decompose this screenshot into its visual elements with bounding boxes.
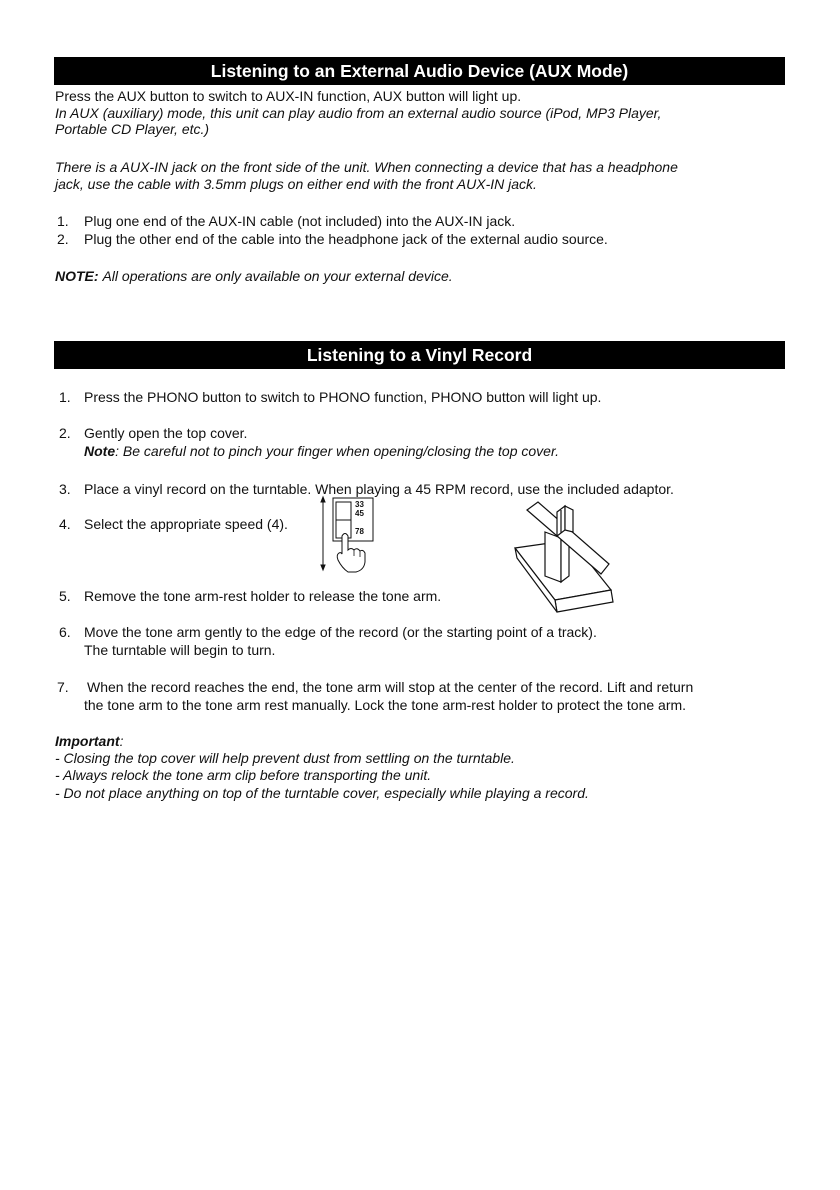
vinyl-step-3-number: 3. [59,481,71,497]
aux-step-1-number: 1. [57,213,69,229]
vinyl-step-1-text: Press the PHONO button to switch to PHONO function, PHONO button will light up. [84,389,602,405]
vinyl-step-2-note-label: Note [84,443,116,459]
speed-label-78: 78 [355,527,364,536]
important-colon: : [119,733,124,749]
aux-mode-note-line-1: In AUX (auxiliary) mode, this unit can play audio from an external audio source (iPod, MP3 Player, [55,105,662,121]
vinyl-step-5-number: 5. [59,588,71,604]
aux-mode-note-line-2: Portable CD Player, etc.) [55,121,210,137]
aux-intro: Press the AUX button to switch to AUX-IN function, AUX button will light up. [55,88,522,104]
vinyl-step-7-text-line-1: When the record reaches the end, the tone arm will stop at the center of the record. Lift and return [87,679,694,695]
speed-switch-diagram [318,494,380,574]
vinyl-step-6-text-line-1: Move the tone arm gently to the edge of the record (or the starting point of a track). [84,624,597,640]
vinyl-step-1-number: 1. [59,389,71,405]
vinyl-section-title: Listening to a Vinyl Record [54,341,785,369]
vinyl-step-2-number: 2. [59,425,71,441]
important-item-2: - Always relock the tone arm clip before transporting the unit. [55,767,432,783]
important-item-3: - Do not place anything on top of the turntable cover, especially while playing a record. [55,785,589,801]
vinyl-step-7-number: 7. [57,679,69,695]
aux-jack-note-line-1: There is a AUX-IN jack on the front side of the unit. When connecting a device that has a headphone [55,159,678,175]
vinyl-step-6-text-line-2: The turntable will begin to turn. [84,642,276,658]
speed-range-arrow [321,497,325,570]
vinyl-step-2-note [84,443,559,460]
vinyl-step-2-note-text: : Be careful not to pinch your finger when opening/closing the top cover. [115,443,559,459]
aux-note-label: NOTE: [55,268,99,284]
speed-label-33: 33 [355,500,364,509]
vinyl-step-4-number: 4. [59,516,71,532]
important-heading [55,733,123,750]
vinyl-step-5-text: Remove the tone arm-rest holder to release the tone arm. [84,588,442,604]
tone-arm-diagram [505,496,617,616]
important-label: Important [55,733,120,749]
speed-label-45: 45 [355,509,364,518]
aux-section-title: Listening to an External Audio Device (AUX Mode) [54,57,785,85]
aux-jack-note-line-2: jack, use the cable with 3.5mm plugs on either end with the front AUX-IN jack. [55,176,537,192]
aux-note-text: All operations are only available on your external device. [102,268,453,284]
aux-step-2-text: Plug the other end of the cable into the headphone jack of the external audio source. [84,231,608,247]
vinyl-step-2-text: Gently open the top cover. [84,425,248,441]
aux-step-2-number: 2. [57,231,69,247]
important-item-1: - Closing the top cover will help prevent dust from settling on the turntable. [55,750,515,766]
aux-step-1-text: Plug one end of the AUX-IN cable (not included) into the AUX-IN jack. [84,213,516,229]
vinyl-step-4-text: Select the appropriate speed (4). [84,516,288,532]
vinyl-step-3-text: Place a vinyl record on the turntable. When playing a 45 RPM record, use the included adaptor. [84,481,674,497]
vinyl-step-6-number: 6. [59,624,71,640]
vinyl-step-7-text-line-2: the tone arm to the tone arm rest manually. Lock the tone arm-rest holder to protect the tone arm. [84,697,687,713]
aux-note [55,268,453,285]
